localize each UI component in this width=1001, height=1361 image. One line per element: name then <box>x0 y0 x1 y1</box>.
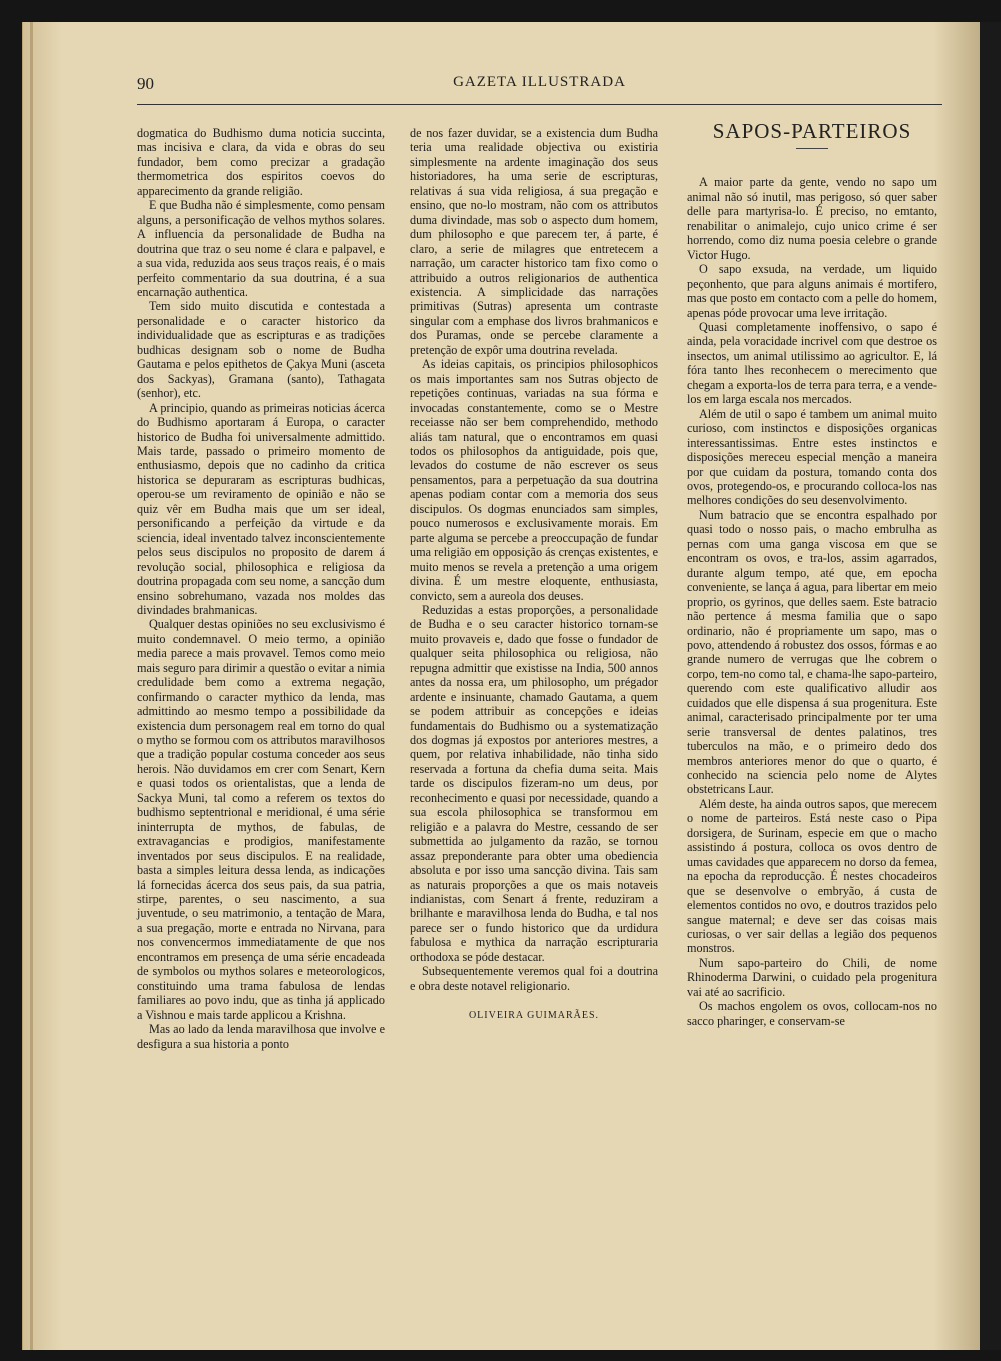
paragraph: Tem sido muito discutida e contestada a personalidade e o caracter historico da individualidade que as escripturas e as tradições budhicas designam sob o nome de Budha Gautama e pelos epithetos de Çakya Muni (asceta dos Sackyas), Gramana (santo), Tathagata (senhor), etc. <box>137 299 385 401</box>
binding-gutter <box>30 22 33 1350</box>
paragraph: de nos fazer duvidar, se a existencia dum Budha teria uma realidade objectiva ou existiria simplesmente na ardente imaginação dos seus historiadores, ha uma serie de escripturas, relativas á sua vida religiosa, á sua pregação e ensino, que no-lo mostram, não com os attributos duma divindade, mas sob o aspecto dum homem, dum philosopho e que parecem ter, á parte, é claro, a serie de milagres que entretecem a narração, um caracter historico tam fixo como o attribuido a outros religionarios de authentica existencia. A simplicidade das narrações primitivas (Sutras) apresenta um contraste singular com a emphase dos livros brahmanicos e dos Puramas, onde se percebe claramente a pretenção de expôr uma doutrina revelada. <box>410 126 658 357</box>
paragraph: Além de util o sapo é tambem um animal muito curioso, com instinctos e disposições organicas interessantissimas. Entre estes instinctos e disposições mereceu especial menção a maneira por que cuidam da postura, tomando conta dos ovos, protegendo-os, e procurando colloca-los nas melhores condições do seu desenvolvimento. <box>687 406 937 508</box>
page-header <box>137 74 942 98</box>
column-1 <box>137 126 385 1051</box>
paragraph: dogmatica do Budhismo duma noticia succinta, mas incisiva e clara, da vida e obras do seu fundador, bem como precizar a gradação thermometrica dos espiritos coevos do apparecimento da grande religião. <box>137 126 385 198</box>
paragraph: A maior parte da gente, vendo no sapo um animal não só inutil, mas perigoso, só quer saber delle para martyrisa-lo. É preciso, no emtanto, renabilitar o animalejo, cujo unico crime é ser horrendo, como diz numa poesia celebre o grande Victor Hugo. <box>687 175 937 262</box>
paragraph: Qualquer destas opiniões no seu exclusivismo é muito condemnavel. O meio termo, a opinião media parece a mais provavel. Temos como meio mais seguro para dirimir a questão o evitar a nimia credulidade bem como a extrema negação, confirmando o caracter mythico da lenda, mas admittindo ao mesmo tempo a possibilidade da existencia dum personagem real em torno do qual o mytho se formou com os attributos maravilhosos que a tradição popular costuma conceder aos seus herois. Não duvidamos em crer com Senart, Kern e quasi todos os orientalistas, que a lenda de Sackya Muni, tal como a referem os textos do budhismo septentrional e meridional, é uma série ininterrupta de mythos, de fabulas, de extravagancias e prodigios, manifestamente inventados por seus discipulos. E na realidade, basta a simples leitura dessa lenda, as indicações lá fornecidas ácerca dos seus pais, da sua patria, stirpe, parentes, o seu nascimento, a sua juventude, o seu matrimonio, a tentação de Mara, a sua pregação, morte e entrada no Nirvana, para nos convencermos immediatamente de que nos encontramos em presença de uma série encadeada de symbolos ou mythos solares e meteorologicos, constituindo uma trama fabulosa de lendas familiares ao povo indu, que as tinha já applicado a Vishnou e mais tarde applicou a Krishna. <box>137 617 385 1022</box>
paragraph: A principio, quando as primeiras noticias ácerca do Budhismo aportaram á Europa, o caracter historico de Budha foi universalmente admittido. Mais tarde, passado o primeiro momento de enthusiasmo, depois que no cadinho da critica historica se depuraram as escripturas budhicas, operou-se um reviramento de opinião e não se quiz vêr em Budha mais que um ser ideal, personificando a perfeição da virtude e da sciencia, ideal inventado talvez inconscientemente pelos seus discipulos no proposito de darem á revolução social, philosophica e religiosa da doutrina propagada com seu nome, a sancção dum ensino sobrehumano, vazada nos moldes das divindades brahmanicas. <box>137 400 385 617</box>
author-signature: OLIVEIRA GUIMARÃES. <box>468 1010 600 1022</box>
paragraph: Mas ao lado da lenda maravilhosa que involve e desfigura a sua historia a ponto <box>137 1022 385 1051</box>
column-2 <box>410 126 658 1024</box>
paragraph: Os machos engolem os ovos, collocam-nos no sacco pharinger, e conservam-se <box>687 999 937 1028</box>
article-title: SAPOS-PARTEIROS <box>712 119 912 143</box>
header-rule <box>137 104 942 105</box>
title-rule <box>796 148 828 149</box>
paragraph: As ideias capitais, os principios philosophicos os mais importantes sam nos Sutras objecto de repetições continuas, variadas na sua fórma e invocadas constantemente, como se o Mestre receiasse não ser bem comprehendido, methodo aliás tam natural, que o encontramos em quasi todos os philosophos da antiguidade, pois que, levados do costume de não escrever os seus pensamentos, para a perpetuação da sua doutrina apenas podiam contar com a memoria dos seus discipulos. Os dogmas enunciados sam simples, pouco numerosos e exclusivamente morais. Em parte alguma se percebe a preoccupação de fundar uma religião em opposição ás crenças existentes, e muito menos se revela a pretenção a uma origem divina. É um mestre eloquente, enthusiasta, convicto, sem a aureola dos deuses. <box>410 357 658 603</box>
paragraph: O sapo exsuda, na verdade, um liquido peçonhento, que para alguns animais é mortifero, mas que posto em contacto com a pelle do homem, apenas póde provocar uma leve irritação. <box>687 262 937 320</box>
paragraph: Quasi completamente inoffensivo, o sapo é ainda, pela voracidade incrivel com que destroe os insectos, um animal utilissimo ao agricultor. E, lá fóra tanto lhes reconhecem o merecimento que chegam a exporta-los de terra para terra, e a vende-los em larga escala nos mercados. <box>687 319 937 407</box>
paragraph: Num sapo-parteiro do Chili, de nome Rhinoderma Darwini, o cuidado pela progenitura vai até ao sacrificio. <box>687 955 937 999</box>
column-3 <box>687 119 937 1028</box>
paragraph: Num batracio que se encontra espalhado por quasi todo o nosso pais, o macho embrulha as pernas com uma ganga viscosa em que se encontram os ovos, e tra-los, assim agarrados, durante algum tempo, até que, em epocha conveniente, se lança á agua, para libertar em meio proprio, os gyrinos, que delles saem. Este batracio não pertence á mesma familia que o sapo ordinario, não é propriamente um sapo, mas o povo, attendendo á robustez dos ossos, fórmas e ao grande numero de verrugas que lhe cobrem o corpo, tem-no como tal, e chama-lhe sapo-parteiro, querendo com este qualificativo alludir aos cuidados que elle dispensa á sua progenitura. Este animal, caracterisado principalmente por ter uma serie transversal de dentes palatinos, tres tuberculos na mão, e o primeiro dedo dos membros anteriores menor do que o quarto, é conhecido na sciencia pelo nome de Alytes obstetricans Laur. <box>687 507 937 797</box>
page-number: 90 <box>137 74 154 93</box>
paragraph: E que Budha não é simplesmente, como pensam alguns, a personificação de velhos mythos solares. A influencia da personalidade de Budha na doutrina que traz o seu nome é clara e palpavel, e a sua vida, reduzida aos seus traços reais, é o mais perfeito commentario da sua doutrina, é a sua encarnação authentica. <box>137 198 385 299</box>
running-title: GAZETA ILLUSTRADA <box>453 74 626 90</box>
paragraph: Reduzidas a estas proporções, a personalidade de Budha e o seu caracter historico tornam-se muito provaveis e, dado que fosse o fundador de qualquer seita philosophica ou religiosa, não repugna admittir que existisse na India, 500 annos antes da nossa era, um philosopho, um prégador ardente e insinuante, chamado Gautama, a quem se podem attribuir as concepções e ideias fundamentais do Budhismo ou a systematização dos dogmas já expostos por anteriores mestres, a quem, por relativa inhabilidade, não tinha sido reservada a fortuna da chefia duma seita. Mais tarde os discipulos fizeram-no um deus, por reconhecimento e quasi por necessidade, quando a sua escola philosophica se transformou em religião e a palavra do Mestre, cessando de ser submettida ao julgamento da razão, se tornou assaz preponderante para obter uma obediencia absoluta e por isso uma sancção divina. Tais sam as naturais proporções a que os mais notaveis indianistas, com Senart á frente, reduziram a brilhante e maravilhosa lenda do Budha, e tal nos parece ser o fundo historico que da urdidura fabulosa e mythica da narração escripturaria orthodoxa se póde destacar. <box>410 602 658 964</box>
paragraph: Subsequentemente veremos qual foi a doutrina e obra deste notavel religionario. <box>410 964 658 993</box>
paragraph: Além deste, ha ainda outros sapos, que merecem o nome de parteiros. Está neste caso o Pipa dorsigera, de Surinam, especie em que o macho assistindo á postura, colloca os ovos dentro de umas cavidades que apparecem no dorso da femea, na epocha da reproducção. É nestes chocadeiros que se desenvolve o embryão, á custa de elementos contidos no ovo, e doutros trazidos pelo sangue maternal; e deve ser das coisas mais curiosas, o ver sair dellas a legião dos pequenos monstros. <box>687 796 937 956</box>
scan-edge <box>980 22 1001 1350</box>
